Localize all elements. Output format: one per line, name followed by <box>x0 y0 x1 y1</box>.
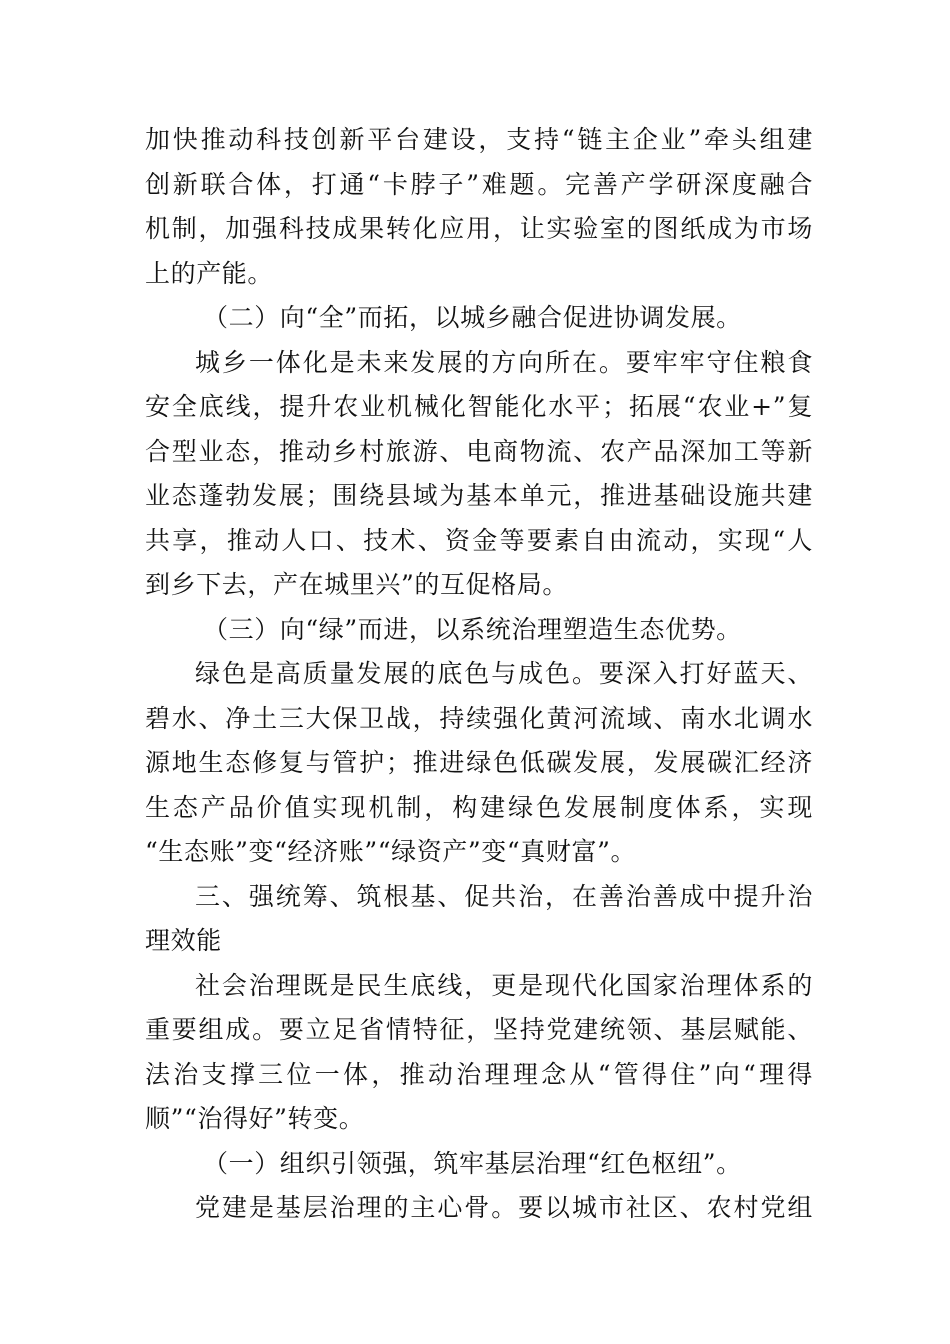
body-text-line: 合型业态，推动乡村旅游、电商物流、农产品深加工等新 <box>145 436 813 466</box>
body-text-line: 业态蓬勃发展；围绕县域为基本单元，推进基础设施共建 <box>145 481 813 510</box>
section-heading-line: （二）向“全”而拓，以城乡融合促进协调发展。 <box>203 303 742 332</box>
body-text-line: 重要组成。要立足省情特征，坚持党建统领、基层赋能、 <box>145 1015 813 1044</box>
document-body <box>145 118 813 1231</box>
body-text-line: 碧水、净土三大保卫战，持续强化黄河流域、南水北调水 <box>145 703 813 733</box>
body-text-line: 顺”“治得好”转变。 <box>145 1104 365 1133</box>
body-text-line: 上的产能。 <box>145 258 274 288</box>
body-text-line: 源地生态修复与管护；推进绿色低碳发展，发展碳汇经济 <box>145 748 813 777</box>
section-heading-line: （一）组织引领强，筑牢基层治理“红色枢纽”。 <box>203 1148 742 1178</box>
body-text-line: 到乡下去，产在城里兴”的互促格局。 <box>145 570 568 599</box>
section-heading-line: （三）向“绿”而进，以系统治理塑造生态优势。 <box>203 614 742 644</box>
body-text-line: 机制，加强科技成果转化应用，让实验室的图纸成为市场 <box>145 214 813 243</box>
body-text-line: 生态产品价值实现机制，构建绿色发展制度体系，实现 <box>145 792 813 822</box>
body-text-line: 共享，推动人口、技术、资金等要素自由流动，实现“人 <box>145 525 813 555</box>
body-text-line: 社会治理既是民生底线，更是现代化国家治理体系的 <box>195 970 813 1000</box>
body-text-line: 法治支撑三位一体，推动治理理念从“管得住”向“理得 <box>145 1059 813 1089</box>
body-text-line: “生态账”变“经济账”“绿资产”变“真财富”。 <box>145 837 637 866</box>
body-text-line: 理效能 <box>145 926 222 955</box>
body-text-line: 加快推动科技创新平台建设，支持“链主企业”牵头组建 <box>145 125 813 154</box>
body-text-line: 城乡一体化是未来发展的方向所在。要牢牢守住粮食 <box>195 347 813 377</box>
body-text-line: 党建是基层治理的主心骨。要以城市社区、农村党组 <box>195 1193 813 1222</box>
body-text-line: 三、强统筹、筑根基、促共治，在善治善成中提升治 <box>195 881 813 911</box>
body-text-line: 创新联合体，打通“卡脖子”难题。完善产学研深度融合 <box>145 169 813 199</box>
body-text-line: 绿色是高质量发展的底色与成色。要深入打好蓝天、 <box>195 659 813 688</box>
body-text-line: 安全底线，提升农业机械化智能化水平；拓展“农业+”复 <box>145 392 813 421</box>
